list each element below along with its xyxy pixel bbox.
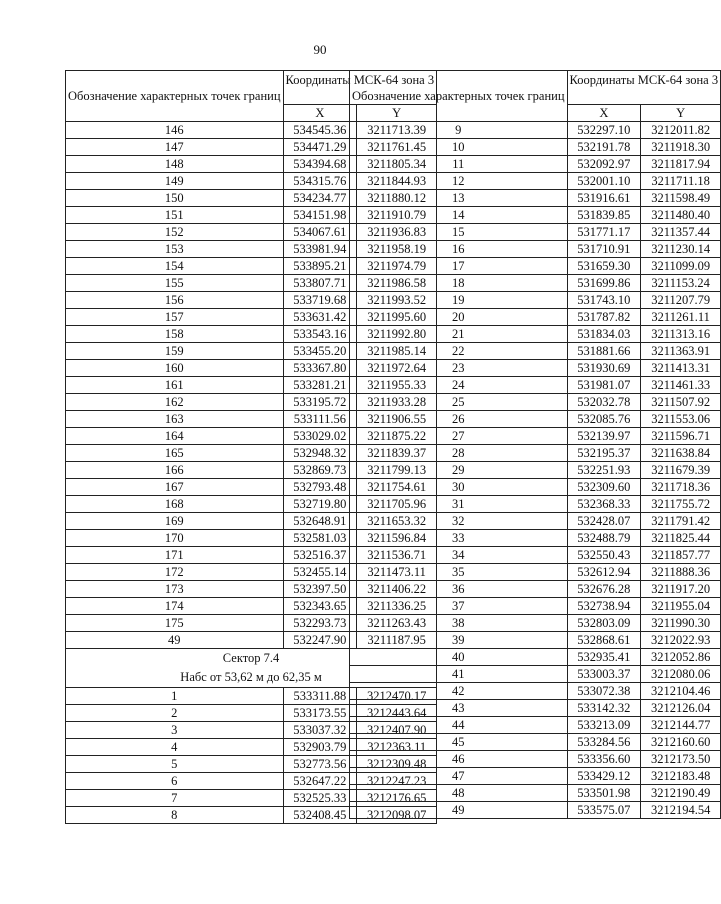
y-coordinate-cell: 3211839.37 (357, 445, 437, 462)
table-row (350, 479, 721, 496)
point-id-cell: 35 (350, 564, 568, 581)
x-coordinate-cell: 532773.56 (283, 756, 357, 773)
x-coordinate-cell: 534471.29 (283, 139, 357, 156)
x-coordinate-cell: 534315.76 (283, 173, 357, 190)
x-coordinate-cell: 532247.90 (283, 632, 357, 649)
x-coordinate-cell: 532868.61 (567, 632, 641, 649)
x-coordinate-cell: 532612.94 (567, 564, 641, 581)
y-coordinate-cell: 3211705.96 (357, 496, 437, 513)
point-id-cell: 23 (350, 360, 568, 377)
table-row (350, 122, 721, 139)
point-id-cell: 172 (66, 564, 284, 581)
x-coordinate-cell: 533195.72 (283, 394, 357, 411)
y-coordinate-cell: 3211754.61 (357, 479, 437, 496)
y-coordinate-cell: 3211986.58 (357, 275, 437, 292)
y-coordinate-cell: 3211207.79 (641, 292, 721, 309)
y-coordinate-cell: 3211713.39 (357, 122, 437, 139)
table-row (350, 224, 721, 241)
y-coordinate-cell: 3211857.77 (641, 547, 721, 564)
y-coordinate-cell: 3211099.09 (641, 258, 721, 275)
x-coordinate-cell: 534234.77 (283, 190, 357, 207)
point-id-cell: 38 (350, 615, 568, 632)
x-coordinate-cell: 532648.91 (283, 513, 357, 530)
table-row (350, 462, 721, 479)
x-coordinate-cell: 532935.41 (567, 649, 641, 666)
y-coordinate-cell: 3211985.14 (357, 343, 437, 360)
point-id-cell: 32 (350, 513, 568, 530)
x-coordinate-cell: 533213.09 (567, 717, 641, 734)
y-coordinate-cell: 3212173.50 (641, 751, 721, 768)
y-coordinate-cell: 3211638.84 (641, 445, 721, 462)
table-row (350, 632, 721, 649)
y-coordinate-cell: 3211413.31 (641, 360, 721, 377)
x-coordinate-cell: 531834.03 (567, 326, 641, 343)
x-coordinate-cell: 532455.14 (283, 564, 357, 581)
points-column-header: Обозначение характерных точек границ (66, 71, 284, 122)
table-row (350, 139, 721, 156)
point-id-cell: 1 (66, 688, 284, 705)
point-id-cell: 48 (350, 785, 568, 802)
x-coordinate-cell: 531916.61 (567, 190, 641, 207)
x-coordinate-cell: 532251.93 (567, 462, 641, 479)
y-coordinate-cell: 3211480.40 (641, 207, 721, 224)
y-coordinate-cell: 3212190.49 (641, 785, 721, 802)
table-row (350, 785, 721, 802)
x-coordinate-cell: 532297.10 (567, 122, 641, 139)
table-row (350, 309, 721, 326)
table-row (350, 564, 721, 581)
x-coordinate-cell: 533501.98 (567, 785, 641, 802)
table-row (350, 649, 721, 666)
point-id-cell: 165 (66, 445, 284, 462)
y-coordinate-cell: 3211955.04 (641, 598, 721, 615)
x-coordinate-cell: 532516.37 (283, 547, 357, 564)
point-id-cell: 11 (350, 156, 568, 173)
y-coordinate-cell: 3211918.30 (641, 139, 721, 156)
table-row (350, 513, 721, 530)
y-coordinate-cell: 3211875.22 (357, 428, 437, 445)
x-coordinate-cell: 533543.16 (283, 326, 357, 343)
y-coordinate-cell: 3211406.22 (357, 581, 437, 598)
x-coordinate-cell: 531699.86 (567, 275, 641, 292)
point-id-cell: 31 (350, 496, 568, 513)
x-coordinate-cell: 533111.56 (283, 411, 357, 428)
y-coordinate-cell: 3211596.84 (357, 530, 437, 547)
x-column-header: X (567, 105, 641, 122)
table-row (350, 530, 721, 547)
x-coordinate-cell: 532738.94 (567, 598, 641, 615)
table-row (350, 802, 721, 819)
x-coordinate-cell: 533284.56 (567, 734, 641, 751)
point-id-cell: 175 (66, 615, 284, 632)
table-row (350, 394, 721, 411)
point-id-cell: 42 (350, 683, 568, 700)
y-coordinate-cell: 3211755.72 (641, 496, 721, 513)
x-coordinate-cell: 532408.45 (283, 807, 357, 824)
y-coordinate-cell: 3211917.20 (641, 581, 721, 598)
point-id-cell: 43 (350, 700, 568, 717)
y-coordinate-cell: 3211461.33 (641, 377, 721, 394)
x-coordinate-cell: 532397.50 (283, 581, 357, 598)
point-id-cell: 153 (66, 241, 284, 258)
point-id-cell: 7 (66, 790, 284, 807)
x-coordinate-cell: 532085.76 (567, 411, 641, 428)
x-coordinate-cell: 532428.07 (567, 513, 641, 530)
y-coordinate-cell: 3212407.90 (357, 722, 437, 739)
x-coordinate-cell: 532793.48 (283, 479, 357, 496)
point-id-cell: 146 (66, 122, 284, 139)
table-row (350, 207, 721, 224)
x-coordinate-cell: 534067.61 (283, 224, 357, 241)
point-id-cell: 41 (350, 666, 568, 683)
point-id-cell: 33 (350, 530, 568, 547)
x-coordinate-cell: 531659.30 (567, 258, 641, 275)
table-row (350, 411, 721, 428)
point-id-cell: 5 (66, 756, 284, 773)
point-id-cell: 36 (350, 581, 568, 598)
table-row (350, 343, 721, 360)
x-coordinate-cell: 533981.94 (283, 241, 357, 258)
x-coordinate-cell: 531881.66 (567, 343, 641, 360)
y-coordinate-cell: 3211596.71 (641, 428, 721, 445)
point-id-cell: 147 (66, 139, 284, 156)
x-coordinate-cell: 533037.32 (283, 722, 357, 739)
x-coordinate-cell: 531787.82 (567, 309, 641, 326)
point-id-cell: 156 (66, 292, 284, 309)
point-id-cell: 152 (66, 224, 284, 241)
point-id-cell: 171 (66, 547, 284, 564)
point-id-cell: 14 (350, 207, 568, 224)
y-coordinate-cell: 3211718.36 (641, 479, 721, 496)
x-coordinate-cell: 531930.69 (567, 360, 641, 377)
table-row (350, 241, 721, 258)
point-id-cell: 170 (66, 530, 284, 547)
point-id-cell: 157 (66, 309, 284, 326)
y-coordinate-cell: 3211153.24 (641, 275, 721, 292)
y-coordinate-cell: 3211473.11 (357, 564, 437, 581)
point-id-cell: 25 (350, 394, 568, 411)
point-id-cell: 13 (350, 190, 568, 207)
table-row (350, 751, 721, 768)
point-id-cell: 21 (350, 326, 568, 343)
y-coordinate-cell: 3211906.55 (357, 411, 437, 428)
x-coordinate-cell: 532869.73 (283, 462, 357, 479)
point-id-cell: 39 (350, 632, 568, 649)
x-coordinate-cell: 531710.91 (567, 241, 641, 258)
y-coordinate-cell: 3211955.33 (357, 377, 437, 394)
x-coordinate-cell: 533142.32 (567, 700, 641, 717)
y-coordinate-cell: 3211972.64 (357, 360, 437, 377)
x-coordinate-cell: 531743.10 (567, 292, 641, 309)
points-column-header: Обозначение характерных точек границ (350, 71, 568, 122)
x-coordinate-cell: 533173.55 (283, 705, 357, 722)
y-coordinate-cell: 3212104.46 (641, 683, 721, 700)
x-coordinate-cell: 533003.37 (567, 666, 641, 683)
y-coordinate-cell: 3211536.71 (357, 547, 437, 564)
y-coordinate-cell: 3211992.80 (357, 326, 437, 343)
y-coordinate-cell: 3211261.11 (641, 309, 721, 326)
y-coordinate-cell: 3211825.44 (641, 530, 721, 547)
x-coordinate-cell: 532001.10 (567, 173, 641, 190)
point-id-cell: 169 (66, 513, 284, 530)
point-id-cell: 12 (350, 173, 568, 190)
x-coordinate-cell: 533311.88 (283, 688, 357, 705)
point-id-cell: 2 (66, 705, 284, 722)
y-coordinate-cell: 3211844.93 (357, 173, 437, 190)
point-id-cell: 27 (350, 428, 568, 445)
x-coordinate-cell: 532195.37 (567, 445, 641, 462)
x-coordinate-cell: 534151.98 (283, 207, 357, 224)
table-row (350, 156, 721, 173)
y-coordinate-cell: 3212470.17 (357, 688, 437, 705)
point-id-cell: 20 (350, 309, 568, 326)
table-row (350, 581, 721, 598)
y-coordinate-cell: 3212183.48 (641, 768, 721, 785)
point-id-cell: 173 (66, 581, 284, 598)
table-row (350, 717, 721, 734)
table-row (350, 666, 721, 683)
x-coordinate-cell: 532948.32 (283, 445, 357, 462)
y-coordinate-cell: 3211993.52 (357, 292, 437, 309)
point-id-cell: 151 (66, 207, 284, 224)
table-row (350, 190, 721, 207)
point-id-cell: 30 (350, 479, 568, 496)
point-id-cell: 10 (350, 139, 568, 156)
point-id-cell: 46 (350, 751, 568, 768)
y-coordinate-cell: 3211791.42 (641, 513, 721, 530)
y-column-header: Y (357, 105, 437, 122)
x-coordinate-cell: 534394.68 (283, 156, 357, 173)
point-id-cell: 8 (66, 807, 284, 824)
table-row (350, 734, 721, 751)
y-coordinate-cell: 3211817.94 (641, 156, 721, 173)
y-coordinate-cell: 3212443.64 (357, 705, 437, 722)
x-coordinate-cell: 531771.17 (567, 224, 641, 241)
point-id-cell: 49 (66, 632, 284, 649)
table-row (350, 258, 721, 275)
coordinates-table-right (349, 70, 721, 819)
point-id-cell: 160 (66, 360, 284, 377)
point-id-cell: 155 (66, 275, 284, 292)
x-coordinate-cell: 533072.38 (567, 683, 641, 700)
point-id-cell: 22 (350, 343, 568, 360)
table-row (350, 173, 721, 190)
y-coordinate-cell: 3212363.11 (357, 739, 437, 756)
y-coordinate-cell: 3211974.79 (357, 258, 437, 275)
y-coordinate-cell: 3211880.12 (357, 190, 437, 207)
y-coordinate-cell: 3211363.91 (641, 343, 721, 360)
point-id-cell: 154 (66, 258, 284, 275)
y-column-header: Y (641, 105, 721, 122)
coords-column-header: Координаты МСК-64 зона 3 (567, 71, 721, 105)
sector-title: Сектор 7.4 (222, 651, 280, 665)
point-id-cell: 37 (350, 598, 568, 615)
y-coordinate-cell: 3212052.86 (641, 649, 721, 666)
point-id-cell: 174 (66, 598, 284, 615)
y-coordinate-cell: 3211936.83 (357, 224, 437, 241)
point-id-cell: 162 (66, 394, 284, 411)
x-coordinate-cell: 533367.80 (283, 360, 357, 377)
point-id-cell: 45 (350, 734, 568, 751)
point-id-cell: 34 (350, 547, 568, 564)
y-coordinate-cell: 3211805.34 (357, 156, 437, 173)
y-coordinate-cell: 3212176.65 (357, 790, 437, 807)
y-coordinate-cell: 3211187.95 (357, 632, 437, 649)
table-row (350, 445, 721, 462)
y-coordinate-cell: 3212126.04 (641, 700, 721, 717)
page-number: 90 (313, 42, 327, 57)
x-coordinate-cell: 532647.22 (283, 773, 357, 790)
table-row (350, 428, 721, 445)
table-row (350, 275, 721, 292)
x-coordinate-cell: 533895.21 (283, 258, 357, 275)
x-coordinate-cell: 532368.33 (567, 496, 641, 513)
y-coordinate-cell: 3211263.43 (357, 615, 437, 632)
y-coordinate-cell: 3211230.14 (641, 241, 721, 258)
table-row (350, 615, 721, 632)
point-id-cell: 166 (66, 462, 284, 479)
point-id-cell: 158 (66, 326, 284, 343)
y-coordinate-cell: 3211653.32 (357, 513, 437, 530)
point-id-cell: 17 (350, 258, 568, 275)
point-id-cell: 18 (350, 275, 568, 292)
x-coordinate-cell: 533719.68 (283, 292, 357, 309)
table-row (350, 547, 721, 564)
point-id-cell: 159 (66, 343, 284, 360)
table-row (350, 768, 721, 785)
x-coordinate-cell: 532139.97 (567, 428, 641, 445)
point-id-cell: 163 (66, 411, 284, 428)
point-id-cell: 19 (350, 292, 568, 309)
table-row (350, 496, 721, 513)
table-row (350, 377, 721, 394)
table-row (350, 598, 721, 615)
y-coordinate-cell: 3212098.07 (357, 807, 437, 824)
x-coordinate-cell: 532676.28 (567, 581, 641, 598)
y-coordinate-cell: 3211910.79 (357, 207, 437, 224)
x-coordinate-cell: 533631.42 (283, 309, 357, 326)
table-row (350, 683, 721, 700)
y-coordinate-cell: 3211313.16 (641, 326, 721, 343)
point-id-cell: 167 (66, 479, 284, 496)
x-coordinate-cell: 533575.07 (567, 802, 641, 819)
y-coordinate-cell: 3212160.60 (641, 734, 721, 751)
x-coordinate-cell: 533455.20 (283, 343, 357, 360)
point-id-cell: 164 (66, 428, 284, 445)
point-id-cell: 168 (66, 496, 284, 513)
point-id-cell: 26 (350, 411, 568, 428)
x-column-header: X (283, 105, 357, 122)
x-coordinate-cell: 532293.73 (283, 615, 357, 632)
point-id-cell: 29 (350, 462, 568, 479)
table-row (350, 360, 721, 377)
x-coordinate-cell: 532092.97 (567, 156, 641, 173)
x-coordinate-cell: 533429.12 (567, 768, 641, 785)
y-coordinate-cell: 3211933.28 (357, 394, 437, 411)
point-id-cell: 161 (66, 377, 284, 394)
y-coordinate-cell: 3212309.48 (357, 756, 437, 773)
y-coordinate-cell: 3212144.77 (641, 717, 721, 734)
point-id-cell: 4 (66, 739, 284, 756)
x-coordinate-cell: 533281.21 (283, 377, 357, 394)
y-coordinate-cell: 3211888.36 (641, 564, 721, 581)
y-coordinate-cell: 3211679.39 (641, 462, 721, 479)
point-id-cell: 44 (350, 717, 568, 734)
y-coordinate-cell: 3212022.93 (641, 632, 721, 649)
point-id-cell: 15 (350, 224, 568, 241)
coords-column-header: Координаты МСК-64 зона 3 (283, 71, 437, 105)
y-coordinate-cell: 3212194.54 (641, 802, 721, 819)
point-id-cell: 149 (66, 173, 284, 190)
x-coordinate-cell: 532550.43 (567, 547, 641, 564)
table-row (350, 292, 721, 309)
x-coordinate-cell: 532191.78 (567, 139, 641, 156)
point-id-cell: 47 (350, 768, 568, 785)
y-coordinate-cell: 3211761.45 (357, 139, 437, 156)
y-coordinate-cell: 3211711.18 (641, 173, 721, 190)
x-coordinate-cell: 532309.60 (567, 479, 641, 496)
point-id-cell: 148 (66, 156, 284, 173)
x-coordinate-cell: 533356.60 (567, 751, 641, 768)
point-id-cell: 24 (350, 377, 568, 394)
y-coordinate-cell: 3211598.49 (641, 190, 721, 207)
y-coordinate-cell: 3212011.82 (641, 122, 721, 139)
table-row (350, 700, 721, 717)
x-coordinate-cell: 532581.03 (283, 530, 357, 547)
y-coordinate-cell: 3211990.30 (641, 615, 721, 632)
x-coordinate-cell: 531839.85 (567, 207, 641, 224)
y-coordinate-cell: 3211336.25 (357, 598, 437, 615)
x-coordinate-cell: 533807.71 (283, 275, 357, 292)
y-coordinate-cell: 3211357.44 (641, 224, 721, 241)
x-coordinate-cell: 532488.79 (567, 530, 641, 547)
x-coordinate-cell: 532343.65 (283, 598, 357, 615)
point-id-cell: 150 (66, 190, 284, 207)
x-coordinate-cell: 532803.09 (567, 615, 641, 632)
point-id-cell: 16 (350, 241, 568, 258)
point-id-cell: 3 (66, 722, 284, 739)
x-coordinate-cell: 532032.78 (567, 394, 641, 411)
x-coordinate-cell: 532719.80 (283, 496, 357, 513)
point-id-cell: 49 (350, 802, 568, 819)
x-coordinate-cell: 532525.33 (283, 790, 357, 807)
y-coordinate-cell: 3211507.92 (641, 394, 721, 411)
y-coordinate-cell: 3211995.60 (357, 309, 437, 326)
x-coordinate-cell: 531981.07 (567, 377, 641, 394)
point-id-cell: 9 (350, 122, 568, 139)
y-coordinate-cell: 3211799.13 (357, 462, 437, 479)
table-row (350, 326, 721, 343)
point-id-cell: 40 (350, 649, 568, 666)
point-id-cell: 6 (66, 773, 284, 790)
y-coordinate-cell: 3211553.06 (641, 411, 721, 428)
x-coordinate-cell: 534545.36 (283, 122, 357, 139)
x-coordinate-cell: 533029.02 (283, 428, 357, 445)
x-coordinate-cell: 532903.79 (283, 739, 357, 756)
y-coordinate-cell: 3211958.19 (357, 241, 437, 258)
y-coordinate-cell: 3212247.23 (357, 773, 437, 790)
y-coordinate-cell: 3212080.06 (641, 666, 721, 683)
sector-subtitle: Набс от 53,62 м до 62,35 м (180, 670, 322, 684)
point-id-cell: 28 (350, 445, 568, 462)
